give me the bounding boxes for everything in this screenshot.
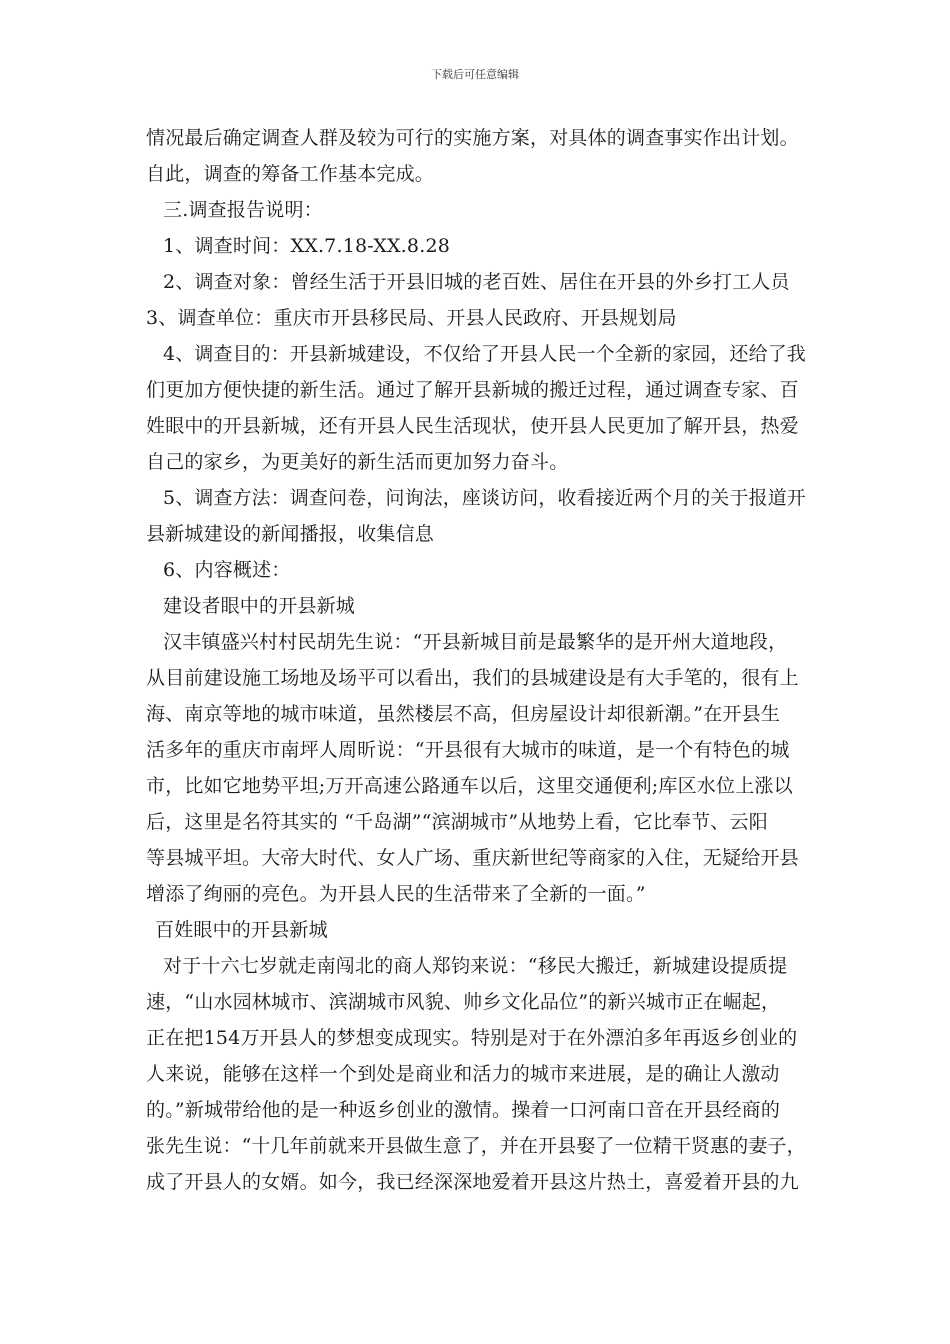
text-line: 6、内容概述： [163,559,291,581]
text-line: 姓眼中的开县新城，还有开县人民生活现状，使开县人民更加了解开县，热爱 [146,415,799,437]
text-line: 自此，调查的筹备工作基本完成。 [146,163,435,185]
text-line: 的。”新城带给他的是一种返乡创业的激情。操着一口河南口音在开县经商的 [146,1099,781,1121]
text-line: 1、调查时间：XX.7.18-XX.8.28 [163,235,451,257]
text-line: 5、调查方法：调查问卷，问询法，座谈访问，收看接近两个月的关于报道开 [163,487,806,509]
text-line: 对于十六七岁就走南闯北的商人郑钧来说：“移民大搬迁，新城建设提质提 [163,955,788,977]
text-line: 从目前建设施工场地及场平可以看出，我们的县城建设是有大手笔的，很有上 [146,667,799,689]
text-line: 们更加方便快捷的新生活。通过了解开县新城的搬迁过程，通过调查专家、百 [146,379,799,401]
subsection-heading: 百姓眼中的开县新城 [155,919,328,941]
text-line: 等县城平坦。大帝大时代、女人广场、重庆新世纪等商家的入住，无疑给开县 [146,847,799,869]
text-line: 市，比如它地势平坦;万开高速公路通车以后，这里交通便利;库区水位上涨以 [146,775,793,797]
text-line: 增添了绚丽的亮色。为开县人民的生活带来了全新的一面。” [146,883,646,905]
text-line: 3、调查单位：重庆市开县移民局、开县人民政府、开县规划局 [146,307,677,329]
text-line: 张先生说：“十几年前就来开县做生意了，并在开县娶了一位精干贤惠的妻子， [146,1135,806,1157]
text-line: 县新城建设的新闻播报，收集信息 [146,523,435,545]
text-line: 正在把154万开县人的梦想变成现实。特别是对于在外漂泊多年再返乡创业的 [146,1027,798,1049]
text-line: 成了开县人的女婿。如今，我已经深深地爱着开县这片热土，喜爱着开县的九 [146,1171,799,1193]
subsection-heading: 建设者眼中的开县新城 [163,595,356,617]
text-line: 海、南京等地的城市味道，虽然楼层不高，但房屋设计却很新潮。”在开县生 [146,703,781,725]
text-line: 自己的家乡，为更美好的新生活而更加努力奋斗。 [146,451,569,473]
text-line: 人来说，能够在这样一个到处是商业和活力的城市来进展，是的确让人激动 [146,1063,780,1085]
header-note: 下载后可任意编辑 [431,68,519,81]
text-line: 汉丰镇盛兴村村民胡先生说：“开县新城目前是最繁华的是开州大道地段， [163,631,788,653]
text-line: 4、调查目的：开县新城建设，不仅给了开县人民一个全新的家园，还给了我 [163,343,806,365]
section-heading: 三.调查报告说明： [163,199,323,221]
text-line: 2、调查对象：曾经生活于开县旧城的老百姓、居住在开县的外乡打工人员 [163,271,790,293]
text-line: 速，“山水园林城市、滨湖城市风貌、帅乡文化品位”的新兴城市正在崛起， [146,991,781,1013]
text-line: 活多年的重庆市南坪人周昕说：“开县很有大城市的味道，是一个有特色的城 [146,739,790,761]
text-line: 后，这里是名符其实的 “千岛湖”“滨湖城市”从地势上看，它比奉节、云阳 [146,811,768,833]
text-line: 情况最后确定调查人群及较为可行的实施方案，对具体的调查事实作出计划。 [146,127,799,149]
